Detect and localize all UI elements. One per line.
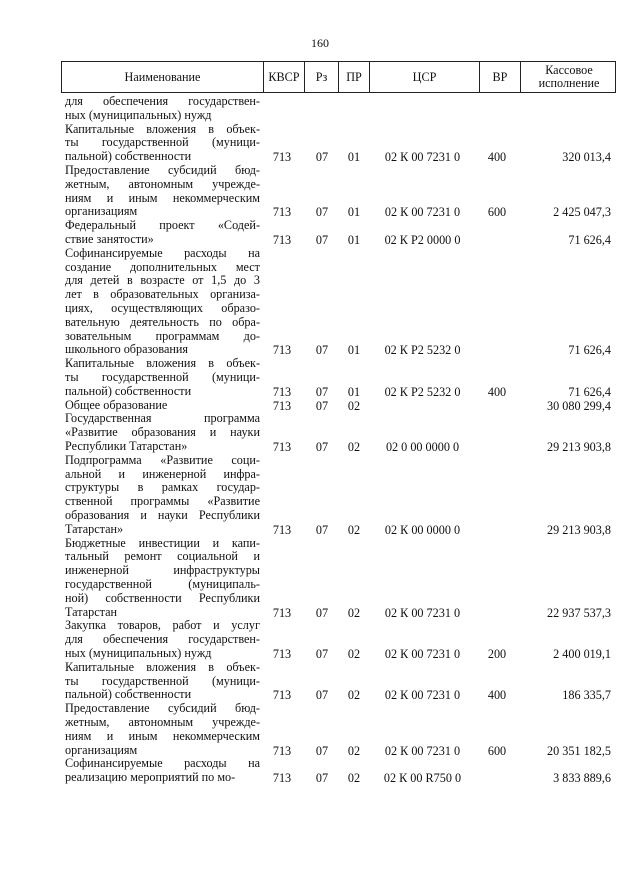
vr-cell: 400 [487,150,507,165]
pr-cell: 02 [347,688,361,703]
page-number: 160 [311,36,329,50]
row-name [65,537,260,620]
row-name-line: Общее образование [65,397,168,412]
table-row [0,412,640,453]
amount-cell: 3 833 889,6 [553,771,611,786]
rz-cell: 07 [315,384,329,399]
amount-cell: 71 626,4 [568,384,611,399]
amount-cell: 22 937 537,3 [547,605,611,620]
table-row [0,247,640,357]
rz-cell: 07 [315,232,329,247]
table-row [0,702,640,757]
row-name-line: ты государственной (муници- [65,673,260,688]
row-name [65,219,260,247]
kvsr-cell: 713 [272,522,292,537]
row-name [65,247,260,357]
amount-cell: 186 335,7 [562,688,611,703]
table-row [0,399,640,413]
row-name-line: для детей в возрасте от 1,5 до 3 [65,273,260,288]
row-name [65,412,260,453]
table-row [0,661,640,702]
amount-cell: 320 013,4 [562,150,611,165]
pr-cell: 02 [347,771,361,786]
kvsr-cell: 713 [272,646,292,661]
rz-cell: 07 [315,743,329,758]
row-name [65,164,260,219]
pr-cell: 01 [347,343,361,358]
row-name [65,95,260,123]
kvsr-cell: 713 [272,688,292,703]
row-name-line: пальной) собственности [65,149,192,164]
header-rz: Рз [304,62,338,92]
rz-cell: 07 [315,205,329,220]
row-name-line: ной) собственности Республики [65,590,260,605]
pr-cell: 02 [347,522,361,537]
csr-cell: 02 0 00 0000 0 [385,439,460,454]
rz-cell: 07 [315,150,329,165]
kvsr-cell: 713 [272,384,292,399]
row-name-line: Предоставление субсидий бюд- [65,162,260,177]
vr-cell: 200 [487,646,507,661]
kvsr-cell: 713 [272,771,292,786]
row-name-line: «Развитие образования и науки [65,425,260,440]
kvsr-cell: 713 [272,605,292,620]
row-name-line: вательную деятельность по обра- [65,314,260,329]
table-row [0,537,640,620]
row-name-line: организациям [65,204,138,219]
pr-cell: 02 [347,398,361,413]
row-name-line: ствие занятости» [65,231,154,246]
row-name-line: Капитальные вложения в объек- [65,121,260,136]
row-name-line: Закупка товаров, работ и услуг [65,618,260,633]
csr-cell: 02 К 00 7231 0 [384,205,461,220]
row-name [65,454,260,537]
rz-cell: 07 [315,522,329,537]
table-row [0,95,640,123]
header-amount-line1: Кассовое [545,63,593,77]
header-amount [520,62,617,92]
row-name [65,123,260,164]
vr-cell: 600 [487,205,507,220]
vr-cell: 400 [487,688,507,703]
csr-cell: 02 К 00 7231 0 [384,743,461,758]
row-name-line: ниям и иным некоммерческим [65,728,260,743]
amount-cell: 30 080 299,4 [547,398,611,413]
rz-cell: 07 [315,605,329,620]
vr-cell: 600 [487,743,507,758]
row-name-line: ственной программы «Развитие [65,494,260,509]
row-name-line: образования и науки Республики [65,507,260,522]
row-name-line: для обеспечения государствен- [65,94,260,108]
row-name-line: Софинансируемые расходы на [65,756,260,771]
table-row [0,357,640,398]
kvsr-cell: 713 [272,743,292,758]
csr-cell: 02 К 00 R750 0 [383,771,462,786]
csr-cell: 02 К 00 7231 0 [384,646,461,661]
row-name-line: Подпрограмма «Развитие соци- [65,452,260,467]
row-name-line: Софинансируемые расходы на [65,245,260,260]
row-name-line: ты государственной (муници- [65,135,260,150]
rz-cell: 07 [315,343,329,358]
row-name-line: Татарстан [65,604,118,619]
row-name [65,357,260,398]
row-name-line: Федеральный проект «Содей- [65,218,260,233]
row-name-line: Республики Татарстан» [65,438,188,453]
rz-cell: 07 [315,439,329,454]
kvsr-cell: 713 [272,439,292,454]
row-name-line: ниям и иным некоммерческим [65,190,260,205]
table-header [61,61,616,93]
row-name-line: альной и инженерной инфра- [65,466,260,481]
row-name-line: пальной) собственности [65,687,192,702]
table-row [0,219,640,247]
rz-cell: 07 [315,771,329,786]
row-name-line: Татарстан» [65,521,124,536]
pr-cell: 02 [347,439,361,454]
amount-cell: 20 351 182,5 [547,743,611,758]
csr-cell: 02 К 00 7231 0 [384,150,461,165]
row-name [65,619,260,660]
row-name-line: Бюджетные инвестиции и капи- [65,535,260,550]
table-row [0,164,640,219]
row-name-line: лет в образовательных организа- [65,287,260,302]
row-name [65,399,260,413]
kvsr-cell: 713 [272,150,292,165]
amount-cell: 71 626,4 [568,343,611,358]
row-name-line: для обеспечения государствен- [65,632,260,647]
row-name-line: зовательным программам до- [65,328,260,343]
pr-cell: 01 [347,384,361,399]
row-name-line: государственной (муниципаль- [65,576,260,591]
pr-cell: 01 [347,232,361,247]
kvsr-cell: 713 [272,343,292,358]
row-name-line: жетным, автономным учрежде- [65,176,260,191]
kvsr-cell: 713 [272,205,292,220]
row-name-line: реализацию мероприятий по мо- [65,770,236,785]
row-name-line: организациям [65,742,138,757]
csr-cell: 02 К 00 0000 0 [384,522,461,537]
row-name-line: тальный ремонт социальной и [65,549,260,564]
rz-cell: 07 [315,646,329,661]
csr-cell: 02 К 00 7231 0 [384,688,461,703]
row-name [65,661,260,702]
header-csr: ЦСР [369,62,479,92]
table-row [0,757,640,785]
table-row [0,123,640,164]
amount-cell: 2 400 019,1 [553,646,611,661]
row-name-line: Капитальные вложения в объек- [65,356,260,371]
pr-cell: 02 [347,743,361,758]
row-name-line: структуры в рамках государ- [65,480,260,495]
header-amount-line2: исполнение [538,76,600,90]
row-name-line: Предоставление субсидий бюд- [65,701,260,716]
rz-cell: 07 [315,398,329,413]
pr-cell: 01 [347,205,361,220]
csr-cell: 02 К 00 7231 0 [384,605,461,620]
amount-cell: 29 213 903,8 [547,522,611,537]
table-row [0,454,640,537]
row-name-line: Капитальные вложения в объек- [65,659,260,674]
csr-cell: 02 К Р2 0000 0 [384,232,461,247]
table-body [0,95,640,785]
header-kvsr: КВСР [263,62,304,92]
csr-cell: 02 К Р2 5232 0 [384,384,461,399]
header-pr: ПР [338,62,369,92]
table-row [0,619,640,660]
amount-cell: 71 626,4 [568,232,611,247]
row-name-line: ты государственной (муници- [65,369,260,384]
row-name-line: пальной) собственности [65,383,192,398]
csr-cell: 02 К Р2 5232 0 [384,343,461,358]
kvsr-cell: 713 [272,398,292,413]
kvsr-cell: 713 [272,232,292,247]
pr-cell: 01 [347,150,361,165]
header-vr: ВР [479,62,520,92]
rz-cell: 07 [315,688,329,703]
row-name-line: инженерной инфраструктуры [65,563,260,578]
pr-cell: 02 [347,605,361,620]
header-name: Наименование [124,69,201,84]
row-name-line: ных (муниципальных) нужд [65,645,212,660]
row-name-line: школьного образования [65,342,188,357]
row-name-line: жетным, автономным учрежде- [65,714,260,729]
pr-cell: 02 [347,646,361,661]
row-name-line: Государственная программа [65,411,260,426]
amount-cell: 29 213 903,8 [547,439,611,454]
amount-cell: 2 425 047,3 [553,205,611,220]
row-name [65,757,260,785]
row-name-line: циях, осуществляющих образо- [65,300,260,315]
row-name [65,702,260,757]
row-name-line: ных (муниципальных) нужд [65,107,212,122]
vr-cell: 400 [487,384,507,399]
row-name-line: создание дополнительных мест [65,259,260,274]
